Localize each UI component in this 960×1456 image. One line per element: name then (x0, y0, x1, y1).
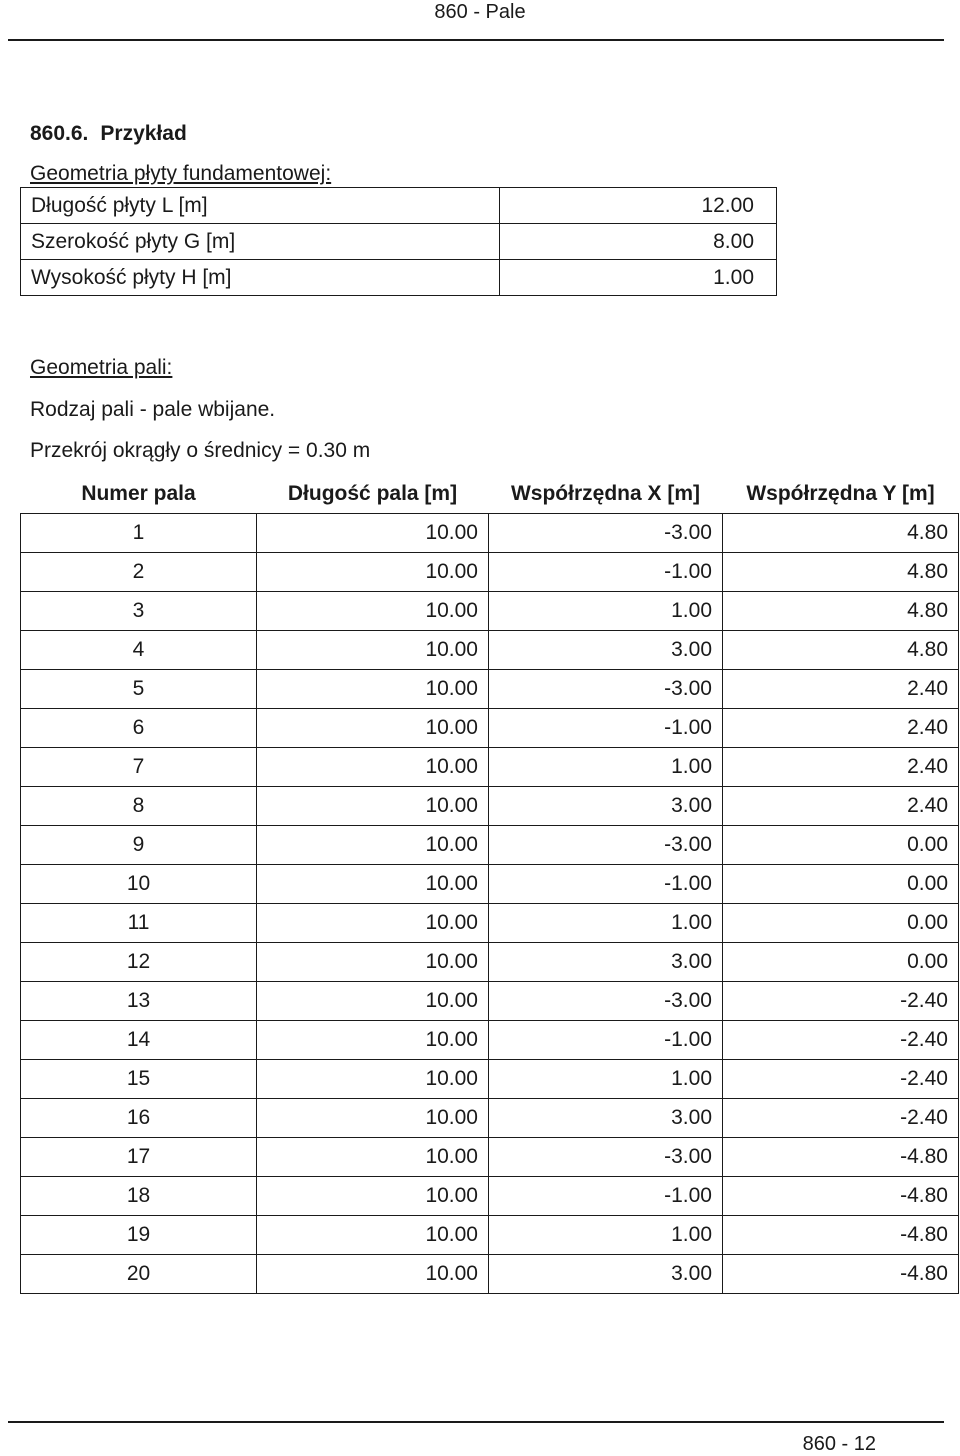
table-cell: 10.00 (257, 1099, 489, 1138)
table-cell: 0.00 (723, 865, 959, 904)
table-cell: 2.40 (723, 670, 959, 709)
plate-param-value: 1.00 (500, 260, 777, 296)
table-cell: 1.00 (489, 1216, 723, 1255)
table-cell: 10.00 (257, 1255, 489, 1294)
footer-divider (8, 1421, 944, 1423)
table-cell: 3.00 (489, 631, 723, 670)
table-row (21, 1177, 959, 1216)
table-cell: 1 (21, 514, 257, 553)
table-cell: 1.00 (489, 592, 723, 631)
table-cell: 16 (21, 1099, 257, 1138)
table-cell: 10 (21, 865, 257, 904)
table-cell: 10.00 (257, 943, 489, 982)
table-cell: 14 (21, 1021, 257, 1060)
table-cell: -2.40 (723, 1060, 959, 1099)
table-cell: -3.00 (489, 514, 723, 553)
column-header: Numer pala (21, 475, 257, 514)
table-cell: -4.80 (723, 1138, 959, 1177)
pile-type-text: Rodzaj pali - pale wbijane. (30, 398, 276, 421)
table-row (21, 1138, 959, 1177)
table-row (21, 748, 959, 787)
table-cell: 17 (21, 1138, 257, 1177)
table-cell: -3.00 (489, 670, 723, 709)
table-cell: 3.00 (489, 1099, 723, 1138)
table-cell: 20 (21, 1255, 257, 1294)
table-cell: -4.80 (723, 1216, 959, 1255)
table-row (21, 553, 959, 592)
column-header: Współrzędna X [m] (489, 475, 723, 514)
table-cell: 10.00 (257, 1021, 489, 1060)
section-number: 860.6. (30, 122, 89, 145)
table-cell: -2.40 (723, 1099, 959, 1138)
table-cell: 9 (21, 826, 257, 865)
section-name: Przykład (100, 122, 187, 145)
table-row (21, 826, 959, 865)
table-cell: 4.80 (723, 514, 959, 553)
table-cell: 4.80 (723, 631, 959, 670)
table-cell: -1.00 (489, 865, 723, 904)
table-cell: 4 (21, 631, 257, 670)
table-cell: 19 (21, 1216, 257, 1255)
table-cell: -1.00 (489, 709, 723, 748)
plate-param-value: 12.00 (500, 188, 777, 224)
table-row (21, 943, 959, 982)
table-cell: 10.00 (257, 904, 489, 943)
header-divider (8, 39, 944, 41)
table-cell: 10.00 (257, 514, 489, 553)
table-cell: 10.00 (257, 670, 489, 709)
table-cell: 0.00 (723, 904, 959, 943)
pile-section-text: Przekrój okrągły o średnicy = 0.30 m (30, 439, 371, 462)
table-cell: -1.00 (489, 1021, 723, 1060)
table-cell: -3.00 (489, 826, 723, 865)
table-cell: -1.00 (489, 1177, 723, 1216)
table-cell: -1.00 (489, 553, 723, 592)
table-cell: -4.80 (723, 1255, 959, 1294)
table-row (21, 1021, 959, 1060)
table-cell: 13 (21, 982, 257, 1021)
table-row (21, 260, 777, 296)
table-cell: 10.00 (257, 748, 489, 787)
pile-geometry-heading: Geometria pali: (30, 356, 173, 379)
table-cell: 2.40 (723, 709, 959, 748)
table-cell: -2.40 (723, 982, 959, 1021)
table-row (21, 1060, 959, 1099)
table-cell: 1.00 (489, 1060, 723, 1099)
table-cell: 3.00 (489, 787, 723, 826)
table-row (21, 787, 959, 826)
table-row (21, 1216, 959, 1255)
table-row (21, 224, 777, 260)
table-cell: 5 (21, 670, 257, 709)
table-cell: 10.00 (257, 592, 489, 631)
page-number: 860 - 12 (802, 1433, 876, 1455)
table-row (21, 865, 959, 904)
table-cell: 3.00 (489, 943, 723, 982)
table-cell: 3 (21, 592, 257, 631)
table-cell: 10.00 (257, 787, 489, 826)
table-cell: -3.00 (489, 1138, 723, 1177)
table-row (21, 631, 959, 670)
table-cell: 2.40 (723, 787, 959, 826)
table-cell: 0.00 (723, 826, 959, 865)
table-cell: 1.00 (489, 904, 723, 943)
table-row (21, 1099, 959, 1138)
table-cell: 15 (21, 1060, 257, 1099)
table-cell: 12 (21, 943, 257, 982)
table-row (21, 709, 959, 748)
plate-geometry-heading: Geometria płyty fundamentowej: (30, 162, 332, 185)
table-cell: 7 (21, 748, 257, 787)
table-cell: 6 (21, 709, 257, 748)
plate-geometry-table (20, 187, 777, 296)
table-cell: 10.00 (257, 709, 489, 748)
running-header: 860 - Pale (434, 1, 526, 23)
table-cell: -4.80 (723, 1177, 959, 1216)
table-row (21, 188, 777, 224)
table-cell: 10.00 (257, 865, 489, 904)
table-row (21, 592, 959, 631)
table-cell: 3.00 (489, 1255, 723, 1294)
table-row (21, 904, 959, 943)
table-cell: 4.80 (723, 553, 959, 592)
table-cell: 10.00 (257, 1216, 489, 1255)
table-cell: 10.00 (257, 553, 489, 592)
table-cell: 11 (21, 904, 257, 943)
table-row (21, 1255, 959, 1294)
table-row (21, 514, 959, 553)
column-header: Długość pala [m] (257, 475, 489, 514)
piles-table (20, 475, 959, 1294)
table-cell: 1.00 (489, 748, 723, 787)
table-cell: -3.00 (489, 982, 723, 1021)
table-cell: 10.00 (257, 1138, 489, 1177)
plate-param-value: 8.00 (500, 224, 777, 260)
table-cell: 10.00 (257, 1060, 489, 1099)
table-row (21, 982, 959, 1021)
table-cell: 0.00 (723, 943, 959, 982)
table-cell: 8 (21, 787, 257, 826)
plate-param-label: Szerokość płyty G [m] (21, 224, 500, 260)
plate-param-label: Wysokość płyty H [m] (21, 260, 500, 296)
plate-param-label: Długość płyty L [m] (21, 188, 500, 224)
table-cell: 18 (21, 1177, 257, 1216)
table-cell: 4.80 (723, 592, 959, 631)
table-cell: 10.00 (257, 982, 489, 1021)
table-cell: 10.00 (257, 631, 489, 670)
table-cell: 10.00 (257, 1177, 489, 1216)
table-cell: -2.40 (723, 1021, 959, 1060)
table-cell: 2 (21, 553, 257, 592)
column-header: Współrzędna Y [m] (723, 475, 959, 514)
section-title (30, 121, 187, 147)
table-cell: 10.00 (257, 826, 489, 865)
table-cell: 2.40 (723, 748, 959, 787)
table-row (21, 670, 959, 709)
table-header-row (21, 475, 959, 514)
